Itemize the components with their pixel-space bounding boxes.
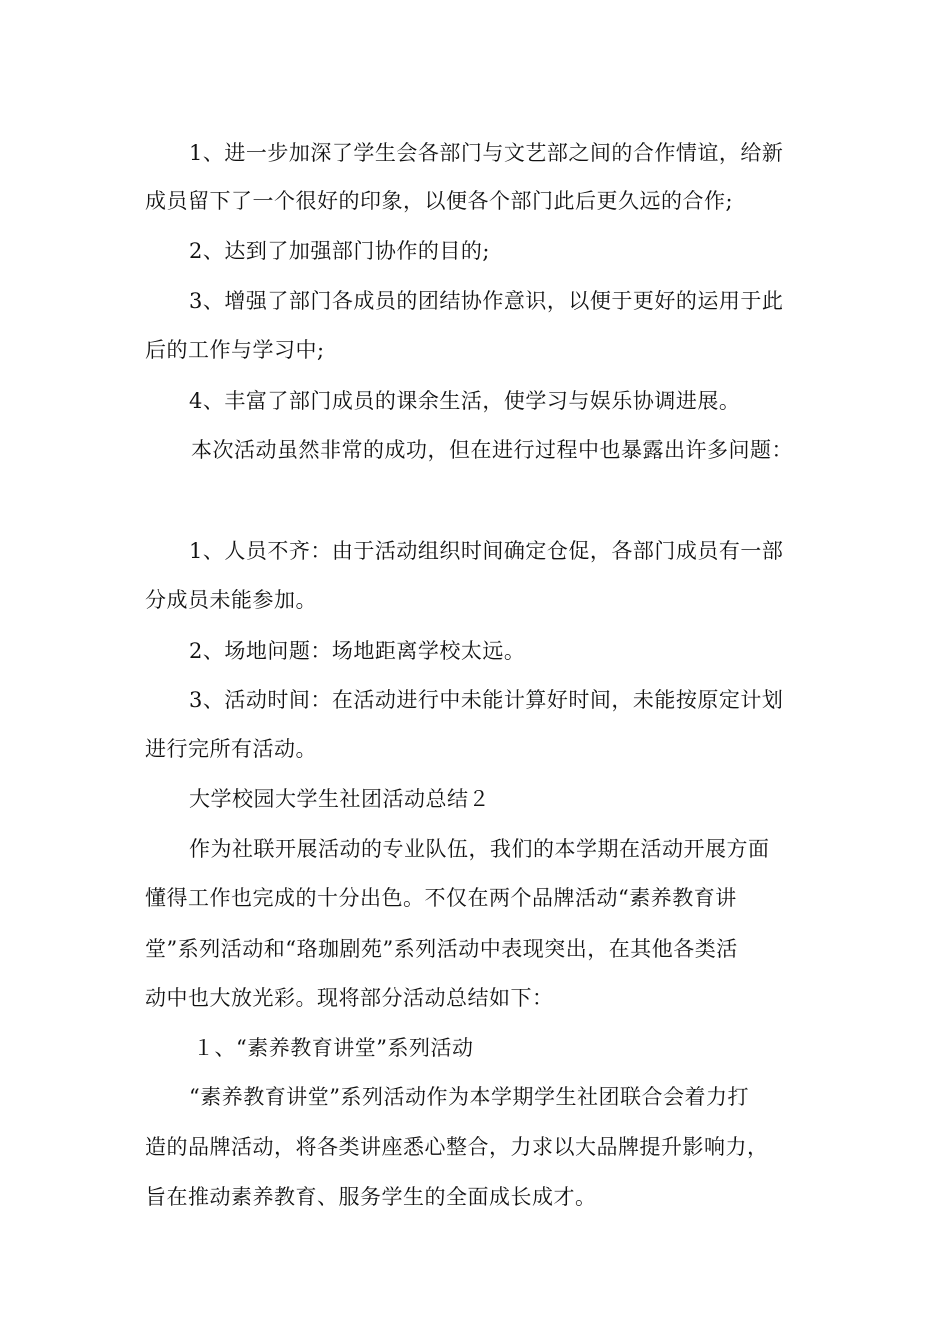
- text-line: 2、场地问题：场地距离学校太远。: [189, 639, 526, 663]
- text-line: 后的工作与学习中;: [145, 338, 325, 362]
- section-heading: 大学校园大学生社团活动总结２: [189, 787, 490, 811]
- text-line: “素养教育讲堂”系列活动作为本学期学生社团联合会着力打: [189, 1085, 749, 1109]
- text-line: 1、进一步加深了学生会各部门与文艺部之间的合作情谊，给新: [189, 141, 784, 165]
- text-line: 懂得工作也完成的十分出色。不仅在两个品牌活动“素养教育讲: [145, 886, 737, 910]
- text-line: 2、达到了加强部门协作的目的;: [189, 239, 490, 263]
- text-line: 本次活动虽然非常的成功，但在进行过程中也暴露出许多问题：: [191, 438, 793, 462]
- subsection-heading: １、“素养教育讲堂”系列活动: [193, 1036, 474, 1060]
- text-line: 3、活动时间：在活动进行中未能计算好时间，未能按原定计划: [189, 688, 784, 712]
- text-line: 造的品牌活动，将各类讲座悉心整合，力求以大品牌提升影响力，: [145, 1135, 769, 1159]
- text-line: 动中也大放光彩。现将部分活动总结如下：: [145, 986, 554, 1010]
- text-line: 3、增强了部门各成员的团结协作意识，以便于更好的运用于此: [189, 289, 784, 313]
- text-line: 4、丰富了部门成员的课余生活，使学习与娱乐协调进展。: [189, 389, 741, 413]
- text-line: 旨在推动素养教育、服务学生的全面成长成才。: [145, 1185, 597, 1209]
- text-line: 1、人员不齐：由于活动组织时间确定仓促，各部门成员有一部: [189, 539, 784, 563]
- text-line: 分成员未能参加。: [145, 588, 317, 612]
- text-line: 作为社联开展活动的专业队伍，我们的本学期在活动开展方面: [189, 837, 770, 861]
- text-line: 堂”系列活动和“珞珈剧苑”系列活动中表现突出，在其他各类活: [145, 937, 738, 961]
- text-line: 进行完所有活动。: [145, 737, 317, 761]
- text-line: 成员留下了一个很好的印象，以便各个部门此后更久远的合作;: [145, 189, 734, 213]
